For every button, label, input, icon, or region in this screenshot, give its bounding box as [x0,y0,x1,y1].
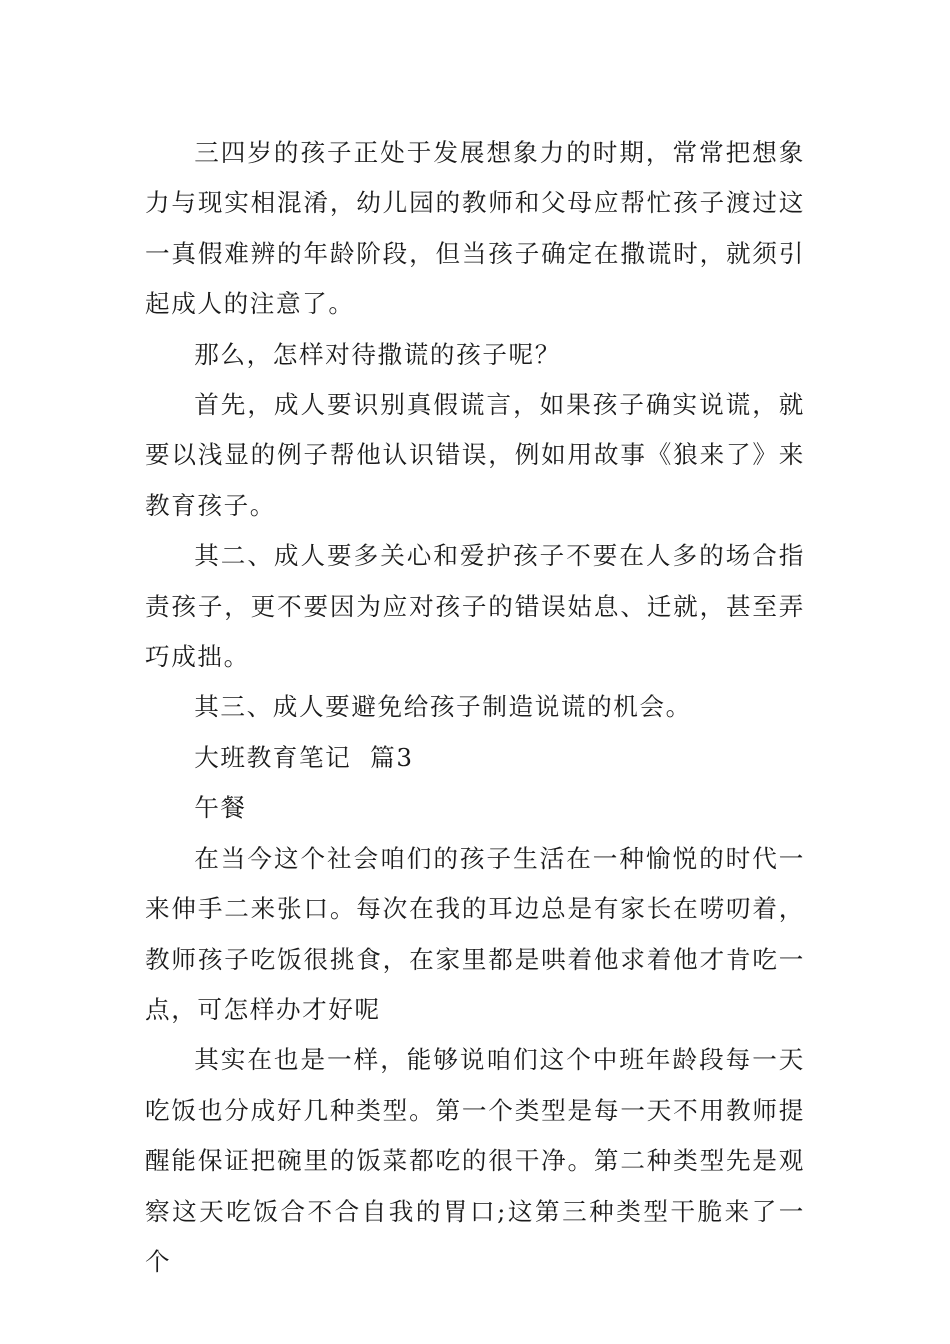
paragraph-5: 其三、成人要避免给孩子制造说谎的机会。 [194,692,692,722]
paragraph-2: 那么，怎样对待撒谎的孩子呢？ [194,339,561,369]
paragraph-1: 三四岁的孩子正处于发展想象力的时期，常常把想象力与现实相混淆，幼儿园的教师和父母应帮忙孩子渡过这一真假难辨的年龄阶段，但当孩子确定在撒谎时，就须引起成人的注意了。 [145,138,805,319]
section-title: 午餐 [194,793,247,823]
paragraph-6: 在当今这个社会咱们的孩子生活在一种愉悦的时代一来伸手二来张口。每次在我的耳边总是有家长在唠叨着，教师孩子吃饭很挑食，在家里都是哄着他求着他才肯吃一点，可怎样办才好呢 [145,843,805,1024]
section-heading: 大班教育笔记 篇3 [194,742,414,772]
document-body [145,128,805,1287]
paragraph-7: 其实在也是一样，能够说咱们这个中班年龄段每一天吃饭也分成好几种类型。第一个类型是每一天不用教师提醒能保证把碗里的饭菜都吃的很干净。第二种类型先是观察这天吃饭合不合自我的胃口;这第三种类型干脆来了一个 [145,1045,805,1276]
paragraph-3: 首先，成人要识别真假谎言，如果孩子确实说谎，就要以浅显的例子帮他认识错误，例如用故事《狼来了》来教育孩子。 [145,390,805,520]
paragraph-4: 其二、成人要多关心和爱护孩子不要在人多的场合指责孩子，更不要因为应对孩子的错误姑息、迁就，甚至弄巧成拙。 [145,541,805,672]
